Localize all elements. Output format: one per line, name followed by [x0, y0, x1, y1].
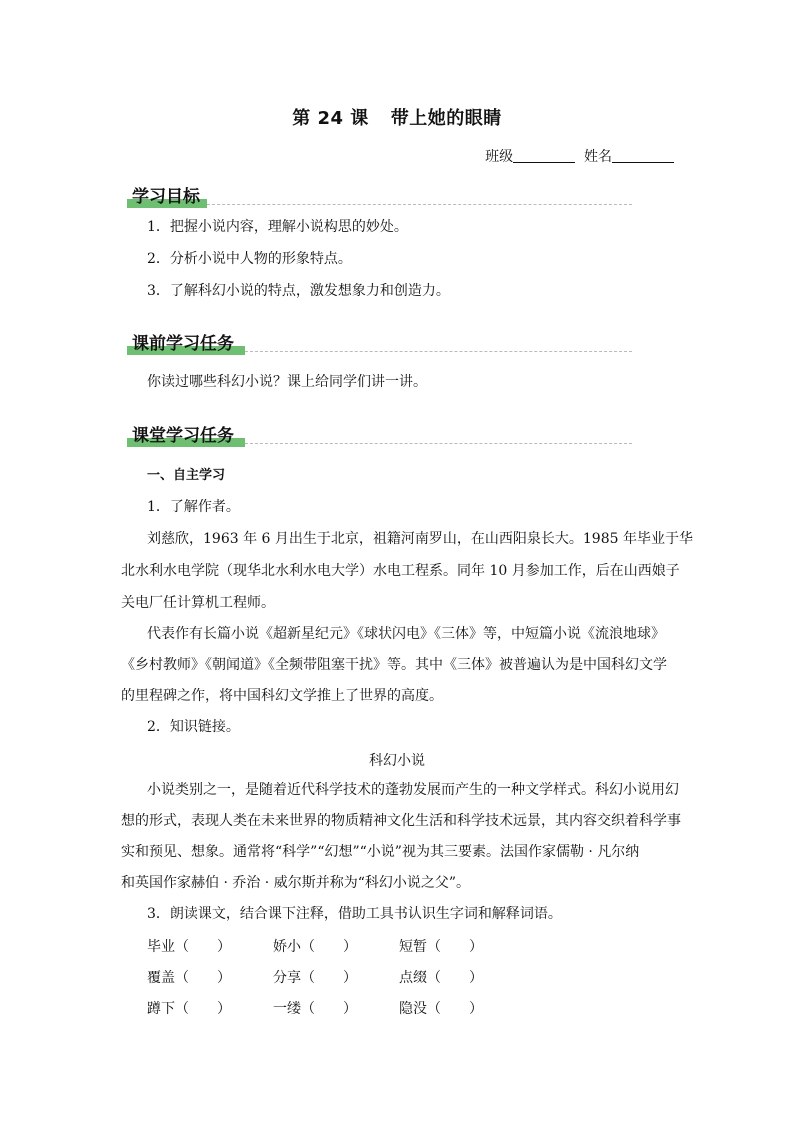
goal-item: 3．了解科幻小说的特点，激发想象力和创造力。: [147, 283, 450, 299]
paragraph-line: 北水利水电学院（现华北水利水电大学）水电工程系。同年 10 月参加工作，后在山西娘子: [121, 563, 680, 579]
goal-item: 2．分析小说中人物的形象特点。: [147, 251, 352, 267]
task-item: 1．了解作者。: [147, 499, 240, 515]
vocab-item[interactable]: 点缀（ ）: [399, 970, 483, 986]
task-item: 2．知识链接。: [147, 719, 240, 735]
class-blank[interactable]: [513, 148, 575, 163]
vocab-item[interactable]: 一缕（ ）: [273, 1001, 357, 1017]
section-divider: [245, 443, 632, 444]
vocab-item[interactable]: 毕业（ ）: [147, 939, 231, 955]
section-goals-header: [127, 180, 632, 208]
vocab-item[interactable]: 短暂（ ）: [399, 939, 483, 955]
section-pre-header: [127, 327, 632, 355]
student-info-line: [485, 146, 674, 166]
section-divider: [207, 204, 632, 205]
paragraph-line: 《乡村教师》《朝闻道》《全频带阻塞干扰》等。其中《三体》被普遍认为是中国科幻文学: [121, 657, 667, 673]
vocab-row: [147, 936, 525, 956]
paragraph-line: 的里程碑之作，将中国科幻文学推上了世界的高度。: [121, 688, 443, 704]
paragraph-line: 小说类别之一，是随着近代科学技术的蓬勃发展而产生的一种文学样式。科幻小说用幻: [147, 782, 679, 798]
vocab-item[interactable]: 隐没（ ）: [399, 1001, 483, 1017]
section-class-title: 课堂学习任务: [132, 426, 234, 446]
task-item: 3．朗读课文，结合课下注释，借助工具书认识生字词和解释词语。: [147, 906, 562, 922]
paragraph-line: 实和预见、想象。通常将“科学”“幻想”“小说”视为其三要素。法国作家儒勒 · 凡尔纳: [121, 844, 640, 860]
paragraph-line: 想的形式，表现人类在未来世界的物质精神文化生活和科学技术远景，其内容交织着科学事: [121, 813, 681, 829]
lesson-name: 带上她的眼睛: [390, 108, 502, 129]
section-class-header: [127, 419, 632, 447]
name-blank[interactable]: [612, 148, 674, 163]
paragraph-line: 代表作有长篇小说《超新星纪元》《球状闪电》《三体》等，中短篇小说《流浪地球》: [147, 626, 665, 642]
vocab-item[interactable]: 覆盖（ ）: [147, 970, 231, 986]
paragraph-line: 刘慈欣，1963 年 6 月出生于北京，祖籍河南罗山，在山西阳泉长大。1985 年毕业于华: [147, 531, 693, 547]
paragraph-line: 和英国作家赫伯 · 乔治 · 威尔斯并称为“科幻小说之父”。: [121, 875, 471, 891]
lesson-number: 第 24 课: [292, 108, 369, 129]
section-pre-title: 课前学习任务: [132, 334, 234, 354]
vocab-item[interactable]: 娇小（ ）: [273, 939, 357, 955]
section-goals-title: 学习目标: [132, 187, 200, 207]
vocab-item[interactable]: 分享（ ）: [273, 970, 357, 986]
vocab-row: [147, 967, 525, 987]
section-divider: [245, 351, 632, 352]
class-label: 班级: [485, 149, 514, 165]
name-label: 姓名: [584, 149, 612, 165]
paragraph-line: 关电厂任计算机工程师。: [121, 595, 275, 611]
knowledge-title: 科幻小说: [369, 753, 425, 769]
subheading-self-study: 一、自主学习: [147, 468, 226, 483]
vocab-row: [147, 998, 525, 1018]
goal-item: 1．把握小说内容，理解小说构思的妙处。: [147, 219, 408, 235]
pre-task-text: 你读过哪些科幻小说？课上给同学们讲一讲。: [147, 374, 427, 390]
page-title: [0, 104, 794, 130]
vocab-item[interactable]: 蹲下（ ）: [147, 1001, 231, 1017]
